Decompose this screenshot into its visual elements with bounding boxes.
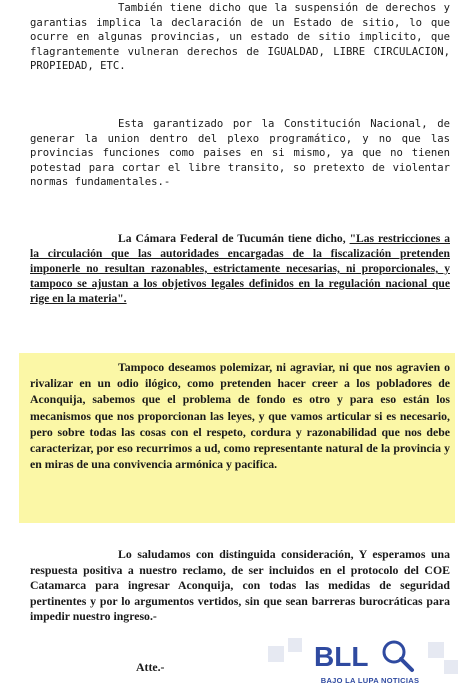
watermark-brand-text: BLL — [314, 641, 369, 672]
court-citation: La Cámara Federal de Tucumán tiene dicho, — [118, 232, 350, 245]
paragraph-highlighted: Tampoco deseamos polemizar, ni agraviar, ni que nos agravien o rivalizar en un odio ilógico, como pretenden hacer creer a los pobladores de Aconquija, sabemos que el problema de fondo es otro y para eso están los mecanismos que nos proporcionan las leyes, y que vamos articular si es necesario, pero sobre todas las cosas con el respeto, cordura y razonabilidad que nos debe caracterizar, por eso recurrimos a ud, como representante natural de la provincia y en miras de una convivencia armónica y pacifica. — [30, 360, 450, 472]
watermark-brand-mark — [310, 636, 422, 674]
watermark-logo — [268, 636, 462, 688]
watermark-tile — [268, 646, 284, 662]
watermark-tile — [288, 638, 302, 652]
paragraph-saludo: Lo saludamos con distinguida consideración, Y esperamos una respuesta positiva a nuestro reclamo, de ser incluidos en el protocolo del COE Catamarca para ingresar Aconquija, con todas las medidas de seguridad pertinentes y por lo argumentos vertidos, sin que sean barreras burocráticas para impedir nuestro ingreso.- — [30, 547, 450, 623]
paragraph-camara-federal — [30, 231, 450, 306]
paragraph-constitucion-nacional: Esta garantizado por la Constitución Nacional, de generar la union dentro del plexo programático, y no que las provincias funciones como paises en si mismo, ya que no tienen potestad para cortar el libre transito, so pretexto de violentar normas fundamentales.- — [30, 118, 450, 189]
watermark-tile — [444, 660, 458, 674]
watermark-tagline: BAJO LA LUPA NOTICIAS — [320, 676, 420, 685]
court-quote: "Las restricciones a la circulación que las autoridades encargadas de la fiscalización pretenden imponerle no resultan razonables, estrictamente necesarias, ni proporcionales, y tampoco se ajustan a los objetivos legales definidos en la regulación nacional que rige en la materia". — [30, 232, 450, 305]
paragraph-suspension-derechos: También tiene dicho que la suspensión de derechos y garantias implica la declaración de un Estado de sitio, lo que ocurre en algunas provincias, un estado de sitio implicito, que flagrantemente vulneran derechos de IGUALDAD, LIBRE CIRCULACION, PROPIEDAD, ETC. — [30, 2, 450, 73]
magnifying-glass-icon — [384, 642, 412, 670]
watermark-tile — [428, 642, 444, 658]
closing-signoff: Atte.- — [136, 660, 165, 674]
